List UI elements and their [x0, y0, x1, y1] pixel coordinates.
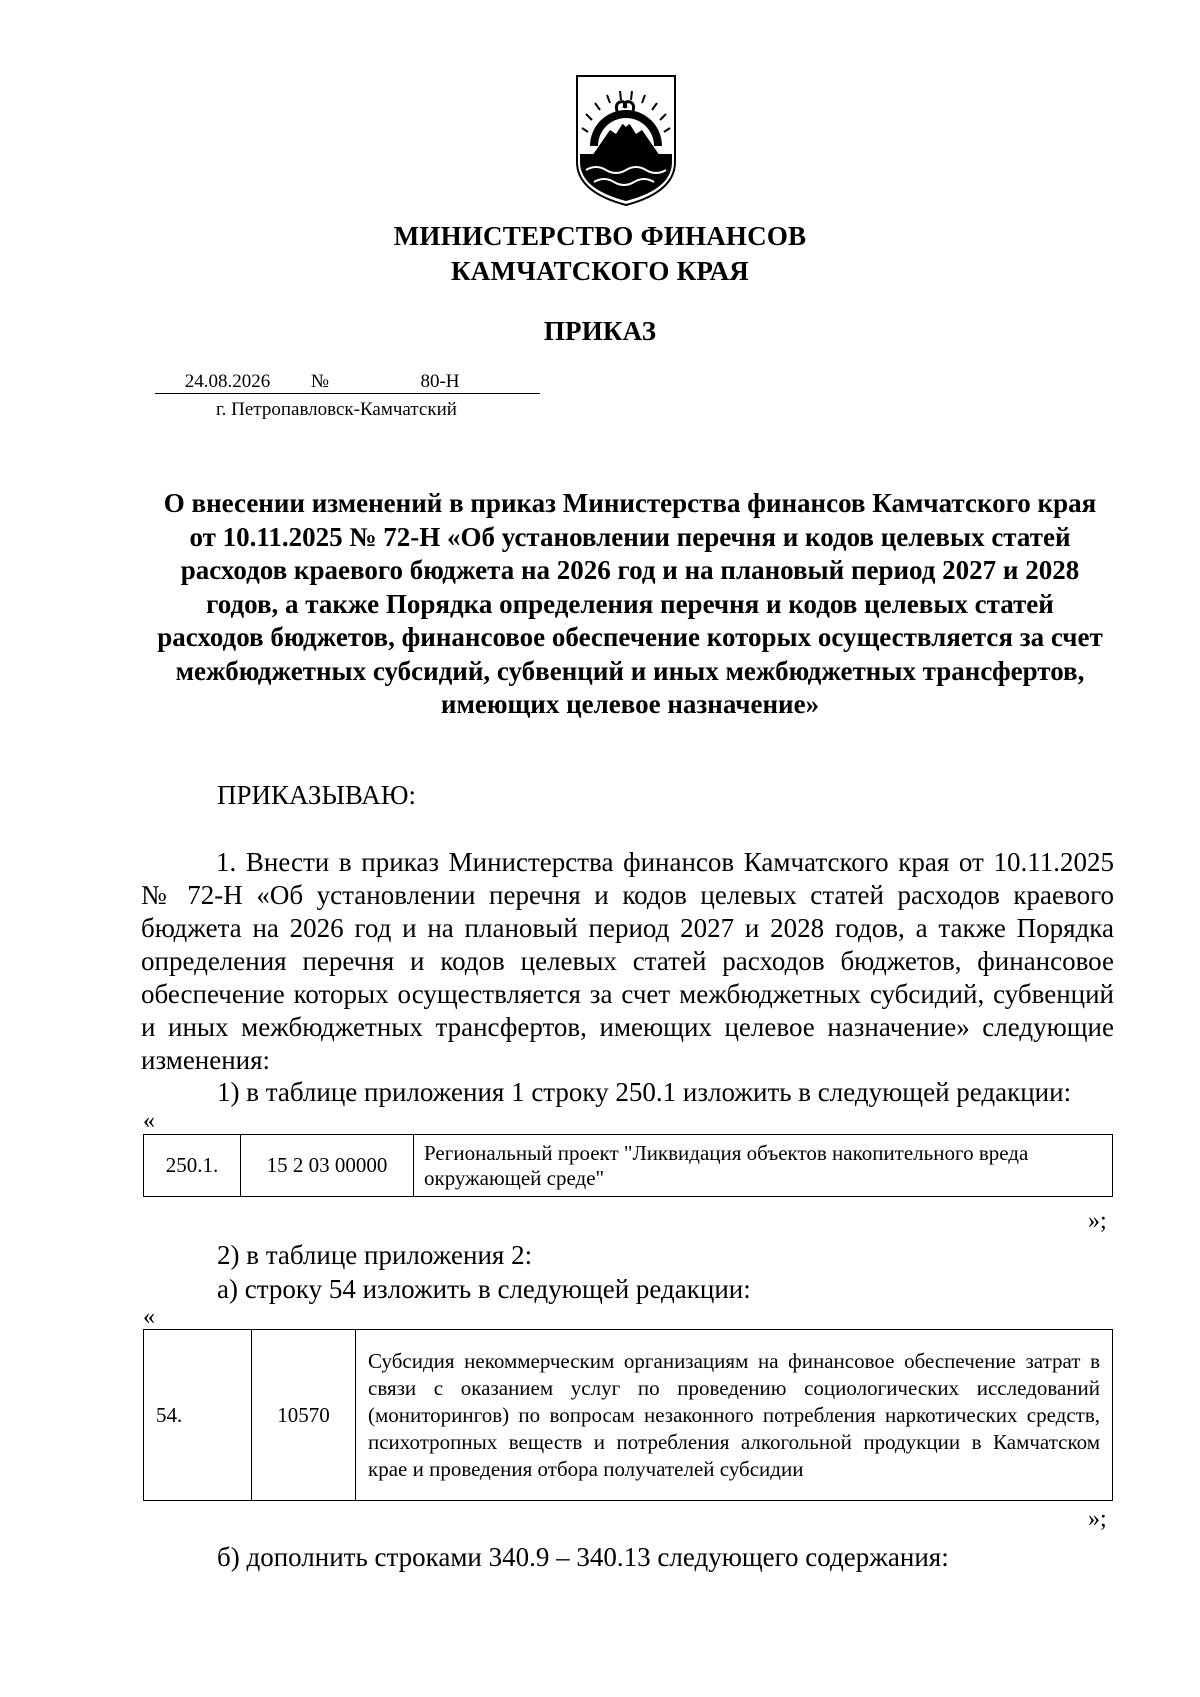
- item-1: 1) в таблице приложения 1 строку 250.1 изложить в следующей редакции:: [217, 1077, 1072, 1107]
- document-title: О внесении изменений в приказ Министерства финансов Камчатского края от 10.11.2025 № 72-Н «Об установлении перечня и кодов целевых статей расходов краевого бюджета на 2026 год и на плановый период 2027 и 2028 годов, а также Порядка определения перечня и кодов целевых статей расходов бюджетов, финансовое обеспечение которых осуществляется за счет межбюджетных субсидий, субвенций и иных межбюджетных трансфертов, имеющих целевое назначение»: [157, 488, 1103, 719]
- close-quote-2: »;: [1088, 1506, 1107, 1532]
- ministry-name-line1: МИНИСТЕРСТВО ФИНАНСОВ: [393, 221, 807, 251]
- city: г. Петропавловск-Камчатский: [216, 399, 457, 420]
- table-row: [144, 1135, 1113, 1197]
- table-row: [144, 1330, 1113, 1501]
- open-quote-1: «: [143, 1108, 155, 1134]
- item-2a: а) строку 54 изложить в следующей редакции:: [217, 1274, 751, 1304]
- date-number-line: [155, 371, 540, 394]
- table-appendix-1: [143, 1134, 1113, 1197]
- table-appendix-2: [143, 1329, 1113, 1501]
- open-quote-2: «: [143, 1304, 155, 1330]
- number-sign: №: [300, 371, 340, 394]
- row-code: 15 2 03 00000: [241, 1135, 414, 1197]
- item-2: 2) в таблице приложения 2:: [217, 1240, 533, 1270]
- ministry-name-line2: КАМЧАТСКОГО КРАЯ: [451, 256, 749, 286]
- paragraph-1: 1. Внести в приказ Министерства финансов Камчатского края от 10.11.2025 № 72-Н «Об установлении перечня и кодов целевых статей расходов краевого бюджета на 2026 год и на плановый период 2027 и 2028 годов, а также Порядка определения перечня и кодов целевых статей расходов бюджетов, финансовое обеспечение которых осуществляется за счет межбюджетных субсидий, субвенций и иных межбюджетных трансфертов, имеющих целевое назначение» следующие изменения:: [141, 847, 1114, 1075]
- close-quote-1: »;: [1088, 1208, 1107, 1234]
- document-number: 80-Н: [340, 371, 540, 394]
- orders-word: ПРИКАЗЫВАЮ:: [217, 780, 416, 810]
- row-number: 54.: [144, 1330, 252, 1501]
- document-type: ПРИКАЗ: [543, 316, 657, 346]
- row-number: 250.1.: [144, 1135, 241, 1197]
- coat-of-arms-icon: [574, 74, 678, 207]
- document-date: 24.08.2026: [155, 371, 300, 394]
- row-name: Субсидия некоммерческим организациям на финансовое обеспечение затрат в связи с оказанием услуг по проведению социологических исследований (мониторингов) по вопросам незаконного потребления наркотических средств, психотропных веществ и потребления алкогольной продукции в Камчатском крае и проведения отбора получателей субсидии: [356, 1330, 1113, 1501]
- item-2b: б) дополнить строками 340.9 – 340.13 следующего содержания:: [217, 1542, 949, 1572]
- row-name: Региональный проект "Ликвидация объектов накопительного вреда окружающей среде": [414, 1135, 1113, 1197]
- row-code: 10570: [252, 1330, 356, 1501]
